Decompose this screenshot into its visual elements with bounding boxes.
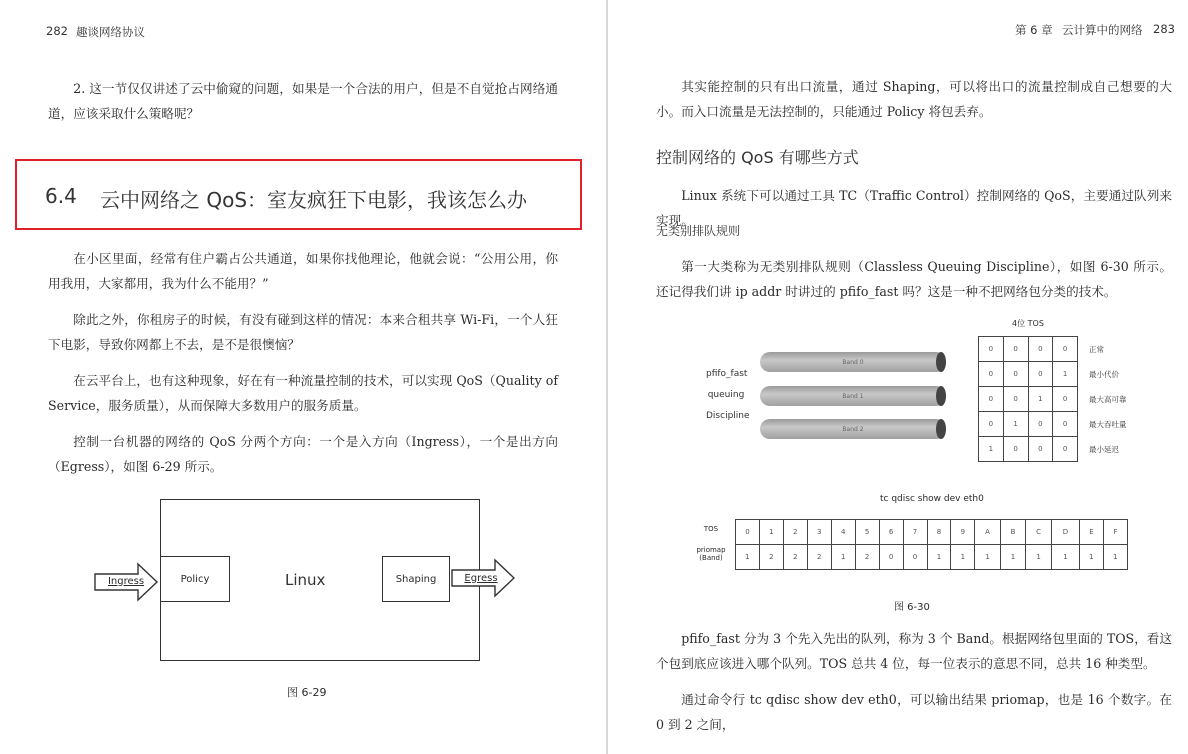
subsection-heading: 控制网络的 QoS 有哪些方式: [656, 148, 859, 167]
tos-bit-cell: 0: [1028, 337, 1053, 362]
value-cell: 1: [1026, 545, 1052, 570]
pfifo-label-line: Discipline: [706, 411, 750, 421]
tos-meaning: 最大高可靠: [1089, 395, 1127, 404]
value-cell: D: [1051, 520, 1079, 545]
figure-caption: 图 6-29: [287, 686, 327, 699]
tos-bit-cell: 0: [979, 387, 1004, 412]
running-title: 趣谈网络协议: [76, 25, 145, 39]
value-cell: 1: [759, 520, 783, 545]
priomap-label: priomap: [696, 546, 726, 554]
chapter-number: 第 6 章: [1015, 23, 1053, 37]
tos-bit-cell: 0: [979, 337, 1004, 362]
tos-row: [979, 387, 1078, 412]
tos-row: [979, 337, 1078, 362]
subheading: 无类别排队规则: [656, 224, 741, 238]
tos-bit-cell: 0: [979, 412, 1004, 437]
page-number-left: 282: [46, 24, 68, 38]
priomap-table: [735, 519, 1128, 570]
value-cell: 2: [759, 545, 783, 570]
value-cell: 1: [736, 545, 760, 570]
book-spine: [606, 0, 608, 754]
tos-values-row: [736, 520, 1128, 545]
ingress-label: Ingress: [107, 575, 145, 587]
value-cell: 1: [927, 545, 951, 570]
tos-bit-cell: 0: [1053, 337, 1078, 362]
paragraph: 在小区里面，经常有住户霸占公共通道，如果你找他理论，他就会说：“公用公用，你用我用，大家都用，我为什么不能用？”: [48, 251, 558, 291]
tos-meaning: 最大吞吐量: [1089, 420, 1127, 429]
tos-meaning: 最小代价: [1089, 370, 1119, 379]
tos-bit-cell: 0: [979, 362, 1004, 387]
value-cell: 1: [1051, 545, 1079, 570]
value-cell: 2: [783, 545, 807, 570]
section-number: 6.4: [45, 184, 77, 208]
value-cell: 2: [855, 545, 879, 570]
value-cell: 1: [1103, 545, 1127, 570]
tos-meanings: [1089, 337, 1127, 462]
pfifo-label: [706, 364, 750, 427]
band-pipe: Band 1: [760, 386, 946, 406]
value-cell: 9: [951, 520, 975, 545]
egress-label: Egress: [464, 572, 498, 584]
value-cell: 1: [1079, 545, 1103, 570]
paragraph: 通过命令行 tc qdisc show dev eth0，可以输出结果 priomap，也是 16 个数字。在 0 到 2 之间，: [656, 692, 1172, 732]
section-title: 云中网络之 QoS：室友疯狂下电影，我该怎么办: [100, 188, 528, 212]
linux-label: Linux: [285, 571, 326, 589]
pfifo-label-line: pfifo_fast: [706, 369, 748, 379]
page-number-right: 283: [1153, 22, 1175, 36]
value-cell: 1: [831, 545, 855, 570]
value-cell: 3: [807, 520, 831, 545]
paragraph: 控制一台机器的网络的 QoS 分两个方向：一个是入方向（Ingress），一个是出方向（Egress），如图 6-29 所示。: [48, 434, 558, 474]
tos-bit-cell: 1: [1053, 362, 1078, 387]
tos-bit-cell: 1: [1028, 387, 1053, 412]
shaping-box: Shaping: [382, 556, 450, 602]
value-cell: 0: [903, 545, 927, 570]
value-cell: 2: [807, 545, 831, 570]
tos-bit-cell: 0: [1053, 412, 1078, 437]
value-cell: 1: [1000, 545, 1025, 570]
tos-meaning: 最小延迟: [1089, 445, 1119, 454]
value-cell: 1: [951, 545, 975, 570]
value-cell: F: [1103, 520, 1127, 545]
paragraph: 在云平台上，也有这种现象，好在有一种流量控制的技术，可以实现 QoS（Quality of Service，服务质量），从而保障大多数用户的服务质量。: [48, 373, 558, 413]
tos-row: [979, 412, 1078, 437]
tos-row: [979, 362, 1078, 387]
value-cell: 0: [879, 545, 903, 570]
paragraph: 第一大类称为无类别排队规则（Classless Queuing Discipline），如图 6-30 所示。还记得我们讲 ip addr 时讲过的 pfifo_fast 吗？这是一种不把网络包分类的技术。: [656, 259, 1172, 299]
tos-bit-cell: 0: [1003, 337, 1028, 362]
tos-bit-cell: 0: [1028, 437, 1053, 462]
value-cell: A: [975, 520, 1000, 545]
tos-bit-cell: 0: [1053, 387, 1078, 412]
value-cell: 8: [927, 520, 951, 545]
tos-bits-table: [978, 336, 1078, 462]
tos-bit-cell: 0: [1028, 362, 1053, 387]
tos-row: [979, 437, 1078, 462]
priomap-values-row: [736, 545, 1128, 570]
paragraph: 其实能控制的只有出口流量，通过 Shaping，可以将出口的流量控制成自己想要的大小。而入口流量是无法控制的，只能通过 Policy 将包丢弃。: [656, 79, 1172, 119]
value-cell: C: [1026, 520, 1052, 545]
value-cell: B: [1000, 520, 1025, 545]
value-cell: 5: [855, 520, 879, 545]
value-cell: 6: [879, 520, 903, 545]
paragraph: Linux 系统下可以通过工具 TC（Traffic Control）控制网络的 QoS，主要通过队列来实现。: [656, 188, 1172, 228]
value-cell: 2: [783, 520, 807, 545]
priomap-row-label: [694, 546, 728, 562]
band-pipe: Band 0: [760, 352, 946, 372]
value-cell: E: [1079, 520, 1103, 545]
tos-row-label: TOS: [703, 525, 719, 533]
question-text: 2. 这一节仅仅讲述了云中偷窥的问题，如果是一个合法的用户，但是不自觉抢占网络通道，应该采取什么策略呢？: [48, 81, 558, 121]
tos-bit-cell: 0: [1003, 437, 1028, 462]
band-pipe: Band 2: [760, 419, 946, 439]
command-label: tc qdisc show dev eth0: [880, 494, 984, 504]
pfifo-label-line: queuing: [707, 390, 745, 400]
policy-box: Policy: [160, 556, 230, 602]
paragraph: 除此之外，你租房子的时候，有没有碰到这样的情况：本来合租共享 Wi-Fi，一个人狂下电影，导致你网都上不去，是不是很懊恼？: [48, 312, 558, 352]
paragraph: pfifo_fast 分为 3 个先入先出的队列，称为 3 个 Band。根据网络包里面的 TOS，看这个包到底应该进入哪个队列。TOS 总共 4 位，每一位表示的意思不同，总共 16 种类型。: [656, 631, 1172, 671]
value-cell: 7: [903, 520, 927, 545]
tos-bit-cell: 0: [1003, 387, 1028, 412]
tos-bit-cell: 0: [1028, 412, 1053, 437]
tos-meaning: 正常: [1089, 345, 1104, 354]
figure-caption: 图 6-30: [894, 602, 930, 613]
value-cell: 0: [736, 520, 760, 545]
tos-title: 4位 TOS: [1012, 319, 1044, 328]
value-cell: 1: [975, 545, 1000, 570]
tos-bit-cell: 1: [979, 437, 1004, 462]
tos-bit-cell: 1: [1003, 412, 1028, 437]
tos-bit-cell: 0: [1003, 362, 1028, 387]
chapter-title: 云计算中的网络: [1062, 23, 1143, 37]
tos-bit-cell: 0: [1053, 437, 1078, 462]
value-cell: 4: [831, 520, 855, 545]
band-label: (Band): [699, 554, 723, 562]
